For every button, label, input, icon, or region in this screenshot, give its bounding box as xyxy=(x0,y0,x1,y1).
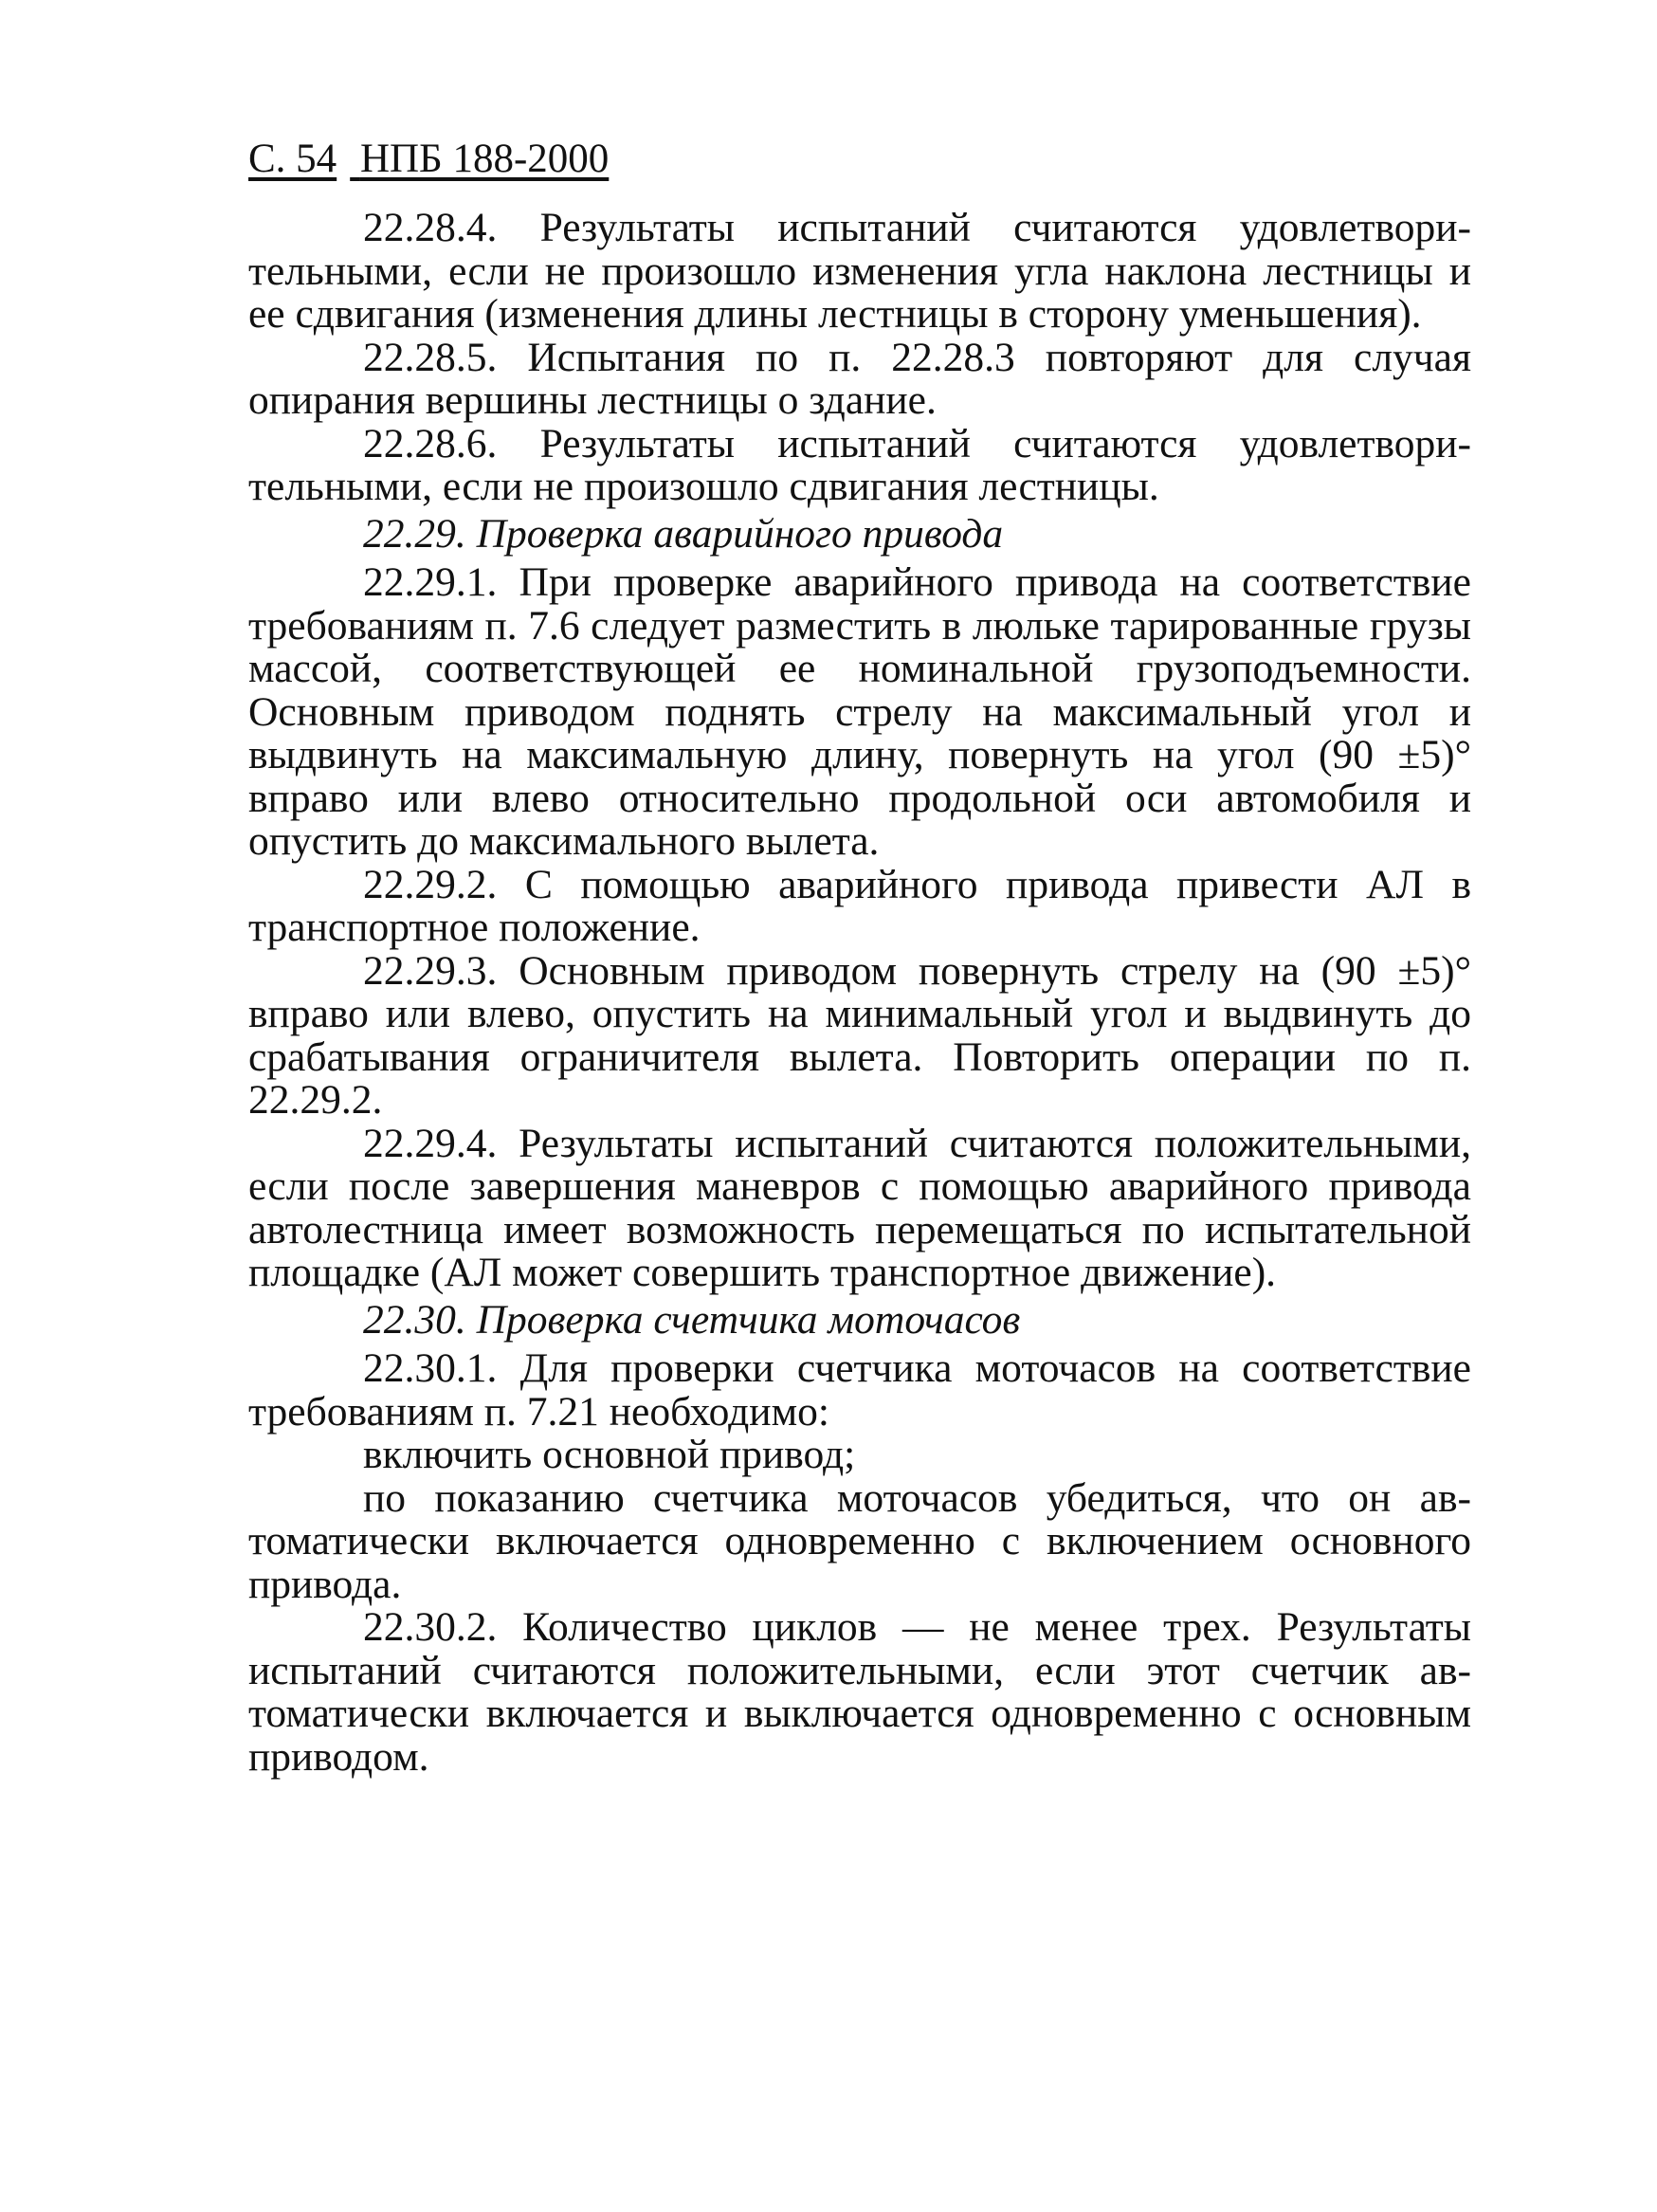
paragraph-22-28-5: 22.28.5. Испытания по п. 22.28.3 повторяют для случая опирания вершины лестницы о здание. xyxy=(248,334,1471,423)
paragraph-22-28-4: 22.28.4. Результаты испытаний считаются удовлетворительными, если не произошло изменения угла наклона лестницы и ее сдвигания (изменения длины лестницы в сторону уменьшения). xyxy=(248,205,1471,337)
section-heading-22-30: 22.30. Проверка счетчика моточасов xyxy=(363,1296,1021,1343)
section-heading-22-29: 22.29. Проверка аварийного привода xyxy=(363,510,1004,557)
page-number: С. 54 xyxy=(248,137,337,181)
paragraph-22-29-4: 22.29.4. Результаты испытаний считаются положительными, если после завершения маневров с помощью аварийного привода автолестница имеет возможность перемещаться по испытательной площадке (АЛ может совершить транспортное движение). xyxy=(248,1120,1471,1295)
page-header xyxy=(248,135,1471,184)
paragraph-22-30-1: 22.30.1. Для проверки счетчика моточасов на соответствие требованиям п. 7.21 необходимо: xyxy=(248,1345,1471,1435)
paragraph-22-29-2: 22.29.2. С помощью аварийного привода привести АЛ в транспортное положение. xyxy=(248,861,1471,950)
list-item-enable-drive: включить основной привод; xyxy=(363,1432,856,1477)
paragraph-22-29-1: 22.29.1. При проверке аварийного привода на соответствие требованиям п. 7.6 следует разместить в люльке тарированные грузы массой, соответствующей ее номинальной грузоподъемности. Основным приводом поднять стрелу на максимальный угол и выдвинуть на максимальную длину, повернуть на угол (90 ±5)° вправо или влево относительно продольной оси автомобиля и опустить до максимального вылета. xyxy=(248,559,1471,864)
paragraph-22-30-2: 22.30.2. Количество циклов — не менее трех. Результаты испытаний считаются положительными, если этот счетчик автоматически включается и выключается одновременно с основным приводом. xyxy=(248,1604,1471,1780)
document-page xyxy=(248,135,1471,1779)
list-item-check-counter: по показанию счетчика моточасов убедиться, что он автоматически включается одновременно с включением основного привода. xyxy=(248,1474,1471,1607)
paragraph-22-29-3: 22.29.3. Основным приводом повернуть стрелу на (90 ±5)° вправо или влево, опустить на минимальный угол и выдвинуть до срабатывания ограничителя вылета. Повторить операции по п. 22.29.2. xyxy=(248,947,1471,1123)
document-code: НПБ 188-2000 xyxy=(359,137,610,181)
paragraph-22-28-6: 22.28.6. Результаты испытаний считаются удовлетворительными, если не произошло сдвигания лестницы. xyxy=(248,420,1471,509)
